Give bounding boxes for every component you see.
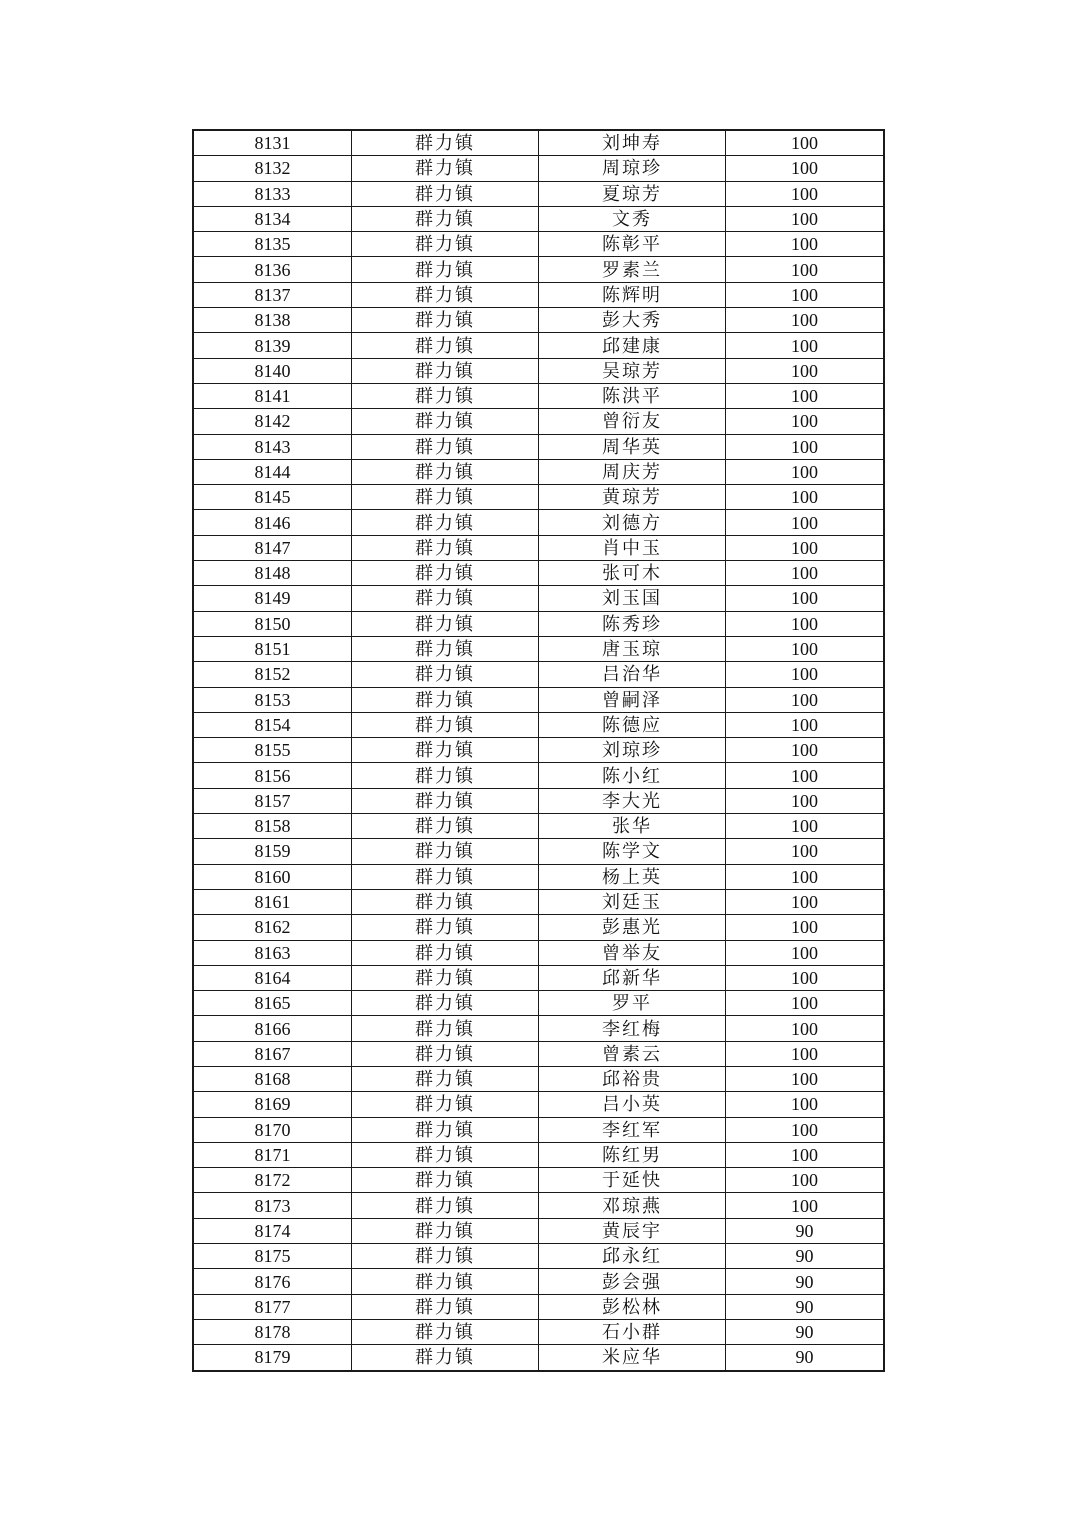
- cell-name: 夏琼芳: [539, 181, 726, 206]
- table-row: [193, 636, 884, 661]
- cell-town: 群力镇: [352, 383, 539, 408]
- cell-name: 彭惠光: [539, 915, 726, 940]
- cell-name: 石小群: [539, 1319, 726, 1344]
- cell-name: 李大光: [539, 788, 726, 813]
- cell-number: 8170: [193, 1117, 352, 1142]
- cell-town: 群力镇: [352, 409, 539, 434]
- cell-name: 陈辉明: [539, 282, 726, 307]
- cell-number: 8160: [193, 864, 352, 889]
- cell-name: 彭会强: [539, 1269, 726, 1294]
- cell-name: 陈红男: [539, 1142, 726, 1167]
- table-row: [193, 940, 884, 965]
- cell-town: 群力镇: [352, 1016, 539, 1041]
- cell-name: 周华英: [539, 434, 726, 459]
- cell-number: 8147: [193, 535, 352, 560]
- cell-name: 曾衍友: [539, 409, 726, 434]
- cell-town: 群力镇: [352, 915, 539, 940]
- cell-amount: 90: [726, 1319, 885, 1344]
- cell-number: 8162: [193, 915, 352, 940]
- cell-name: 曾嗣泽: [539, 687, 726, 712]
- cell-amount: 100: [726, 712, 885, 737]
- table-row: [193, 181, 884, 206]
- cell-amount: 90: [726, 1244, 885, 1269]
- table-row: [193, 991, 884, 1016]
- cell-amount: 100: [726, 1193, 885, 1218]
- cell-number: 8174: [193, 1218, 352, 1243]
- table-row: [193, 611, 884, 636]
- cell-number: 8144: [193, 459, 352, 484]
- cell-name: 曾素云: [539, 1041, 726, 1066]
- cell-number: 8143: [193, 434, 352, 459]
- table-row: [193, 1041, 884, 1066]
- cell-number: 8151: [193, 636, 352, 661]
- cell-number: 8150: [193, 611, 352, 636]
- cell-number: 8157: [193, 788, 352, 813]
- cell-name: 于延快: [539, 1168, 726, 1193]
- cell-number: 8158: [193, 814, 352, 839]
- cell-amount: 90: [726, 1294, 885, 1319]
- cell-amount: 100: [726, 662, 885, 687]
- table-row: [193, 130, 884, 156]
- cell-amount: 100: [726, 181, 885, 206]
- cell-number: 8133: [193, 181, 352, 206]
- cell-name: 李红梅: [539, 1016, 726, 1041]
- cell-number: 8165: [193, 991, 352, 1016]
- cell-name: 吕小英: [539, 1092, 726, 1117]
- table-row: [193, 459, 884, 484]
- cell-number: 8131: [193, 130, 352, 156]
- table-row: [193, 839, 884, 864]
- cell-name: 罗素兰: [539, 257, 726, 282]
- cell-amount: 100: [726, 1142, 885, 1167]
- cell-town: 群力镇: [352, 232, 539, 257]
- cell-town: 群力镇: [352, 333, 539, 358]
- cell-amount: 100: [726, 206, 885, 231]
- cell-number: 8171: [193, 1142, 352, 1167]
- cell-amount: 100: [726, 383, 885, 408]
- cell-name: 杨上英: [539, 864, 726, 889]
- cell-name: 邓琼燕: [539, 1193, 726, 1218]
- table-row: [193, 915, 884, 940]
- cell-name: 邱裕贵: [539, 1066, 726, 1091]
- cell-name: 邱建康: [539, 333, 726, 358]
- cell-town: 群力镇: [352, 1117, 539, 1142]
- cell-amount: 100: [726, 1117, 885, 1142]
- cell-amount: 90: [726, 1218, 885, 1243]
- cell-number: 8146: [193, 510, 352, 535]
- cell-number: 8142: [193, 409, 352, 434]
- cell-town: 群力镇: [352, 206, 539, 231]
- table-row: [193, 1142, 884, 1167]
- cell-amount: 100: [726, 586, 885, 611]
- cell-amount: 100: [726, 130, 885, 156]
- cell-number: 8169: [193, 1092, 352, 1117]
- cell-name: 吕治华: [539, 662, 726, 687]
- cell-amount: 100: [726, 282, 885, 307]
- cell-name: 张可木: [539, 561, 726, 586]
- table-row: [193, 965, 884, 990]
- cell-town: 群力镇: [352, 1092, 539, 1117]
- cell-town: 群力镇: [352, 864, 539, 889]
- cell-town: 群力镇: [352, 991, 539, 1016]
- cell-town: 群力镇: [352, 712, 539, 737]
- cell-name: 吴琼芳: [539, 358, 726, 383]
- table-row: [193, 409, 884, 434]
- cell-number: 8140: [193, 358, 352, 383]
- cell-town: 群力镇: [352, 738, 539, 763]
- cell-amount: 100: [726, 434, 885, 459]
- table-row: [193, 308, 884, 333]
- cell-town: 群力镇: [352, 1345, 539, 1371]
- cell-town: 群力镇: [352, 1218, 539, 1243]
- cell-amount: 100: [726, 409, 885, 434]
- cell-name: 刘廷玉: [539, 889, 726, 914]
- table-row: [193, 1244, 884, 1269]
- cell-town: 群力镇: [352, 965, 539, 990]
- cell-town: 群力镇: [352, 282, 539, 307]
- cell-town: 群力镇: [352, 636, 539, 661]
- cell-amount: 90: [726, 1269, 885, 1294]
- table-row: [193, 738, 884, 763]
- table-row: [193, 1168, 884, 1193]
- cell-amount: 100: [726, 535, 885, 560]
- table-row: [193, 1117, 884, 1142]
- table-row: [193, 1016, 884, 1041]
- cell-amount: 100: [726, 687, 885, 712]
- cell-number: 8139: [193, 333, 352, 358]
- table-row: [193, 232, 884, 257]
- cell-name: 陈秀珍: [539, 611, 726, 636]
- cell-amount: 100: [726, 738, 885, 763]
- cell-number: 8138: [193, 308, 352, 333]
- table-row: [193, 1218, 884, 1243]
- cell-town: 群力镇: [352, 358, 539, 383]
- cell-number: 8156: [193, 763, 352, 788]
- table-row: [193, 358, 884, 383]
- table-row: [193, 510, 884, 535]
- cell-name: 黄辰宇: [539, 1218, 726, 1243]
- cell-town: 群力镇: [352, 535, 539, 560]
- table-row: [193, 257, 884, 282]
- cell-amount: 100: [726, 257, 885, 282]
- cell-town: 群力镇: [352, 1168, 539, 1193]
- cell-amount: 100: [726, 839, 885, 864]
- table-body: [193, 130, 884, 1371]
- cell-number: 8163: [193, 940, 352, 965]
- table-row: [193, 788, 884, 813]
- table-row: [193, 1269, 884, 1294]
- table-row: [193, 763, 884, 788]
- cell-number: 8132: [193, 156, 352, 181]
- cell-town: 群力镇: [352, 1244, 539, 1269]
- cell-town: 群力镇: [352, 1269, 539, 1294]
- table-row: [193, 662, 884, 687]
- table-row: [193, 206, 884, 231]
- table-row: [193, 586, 884, 611]
- table-row: [193, 1319, 884, 1344]
- cell-number: 8154: [193, 712, 352, 737]
- cell-town: 群力镇: [352, 586, 539, 611]
- cell-town: 群力镇: [352, 839, 539, 864]
- cell-amount: 100: [726, 965, 885, 990]
- cell-amount: 100: [726, 611, 885, 636]
- cell-number: 8155: [193, 738, 352, 763]
- cell-amount: 100: [726, 763, 885, 788]
- table-row: [193, 712, 884, 737]
- cell-number: 8152: [193, 662, 352, 687]
- table-row: [193, 889, 884, 914]
- cell-town: 群力镇: [352, 611, 539, 636]
- cell-name: 肖中玉: [539, 535, 726, 560]
- cell-name: 彭大秀: [539, 308, 726, 333]
- cell-name: 刘坤寿: [539, 130, 726, 156]
- cell-number: 8168: [193, 1066, 352, 1091]
- cell-number: 8153: [193, 687, 352, 712]
- table-row: [193, 1092, 884, 1117]
- cell-amount: 100: [726, 1066, 885, 1091]
- cell-name: 邱永红: [539, 1244, 726, 1269]
- table-row: [193, 383, 884, 408]
- cell-number: 8161: [193, 889, 352, 914]
- cell-town: 群力镇: [352, 889, 539, 914]
- cell-name: 唐玉琼: [539, 636, 726, 661]
- cell-town: 群力镇: [352, 181, 539, 206]
- cell-name: 刘德方: [539, 510, 726, 535]
- cell-amount: 100: [726, 889, 885, 914]
- cell-name: 邱新华: [539, 965, 726, 990]
- cell-amount: 100: [726, 156, 885, 181]
- cell-name: 文秀: [539, 206, 726, 231]
- cell-amount: 100: [726, 333, 885, 358]
- cell-town: 群力镇: [352, 1142, 539, 1167]
- table-row: [193, 333, 884, 358]
- cell-town: 群力镇: [352, 1066, 539, 1091]
- cell-number: 8145: [193, 485, 352, 510]
- cell-name: 陈彰平: [539, 232, 726, 257]
- cell-number: 8159: [193, 839, 352, 864]
- cell-name: 米应华: [539, 1345, 726, 1371]
- cell-amount: 100: [726, 1168, 885, 1193]
- table-row: [193, 864, 884, 889]
- cell-town: 群力镇: [352, 308, 539, 333]
- cell-amount: 100: [726, 788, 885, 813]
- cell-amount: 100: [726, 358, 885, 383]
- cell-amount: 100: [726, 308, 885, 333]
- cell-town: 群力镇: [352, 1294, 539, 1319]
- cell-number: 8149: [193, 586, 352, 611]
- table-row: [193, 485, 884, 510]
- cell-town: 群力镇: [352, 510, 539, 535]
- cell-amount: 100: [726, 459, 885, 484]
- cell-number: 8175: [193, 1244, 352, 1269]
- cell-town: 群力镇: [352, 485, 539, 510]
- cell-number: 8179: [193, 1345, 352, 1371]
- cell-name: 李红军: [539, 1117, 726, 1142]
- cell-town: 群力镇: [352, 434, 539, 459]
- cell-name: 周琼珍: [539, 156, 726, 181]
- table-row: [193, 434, 884, 459]
- cell-amount: 100: [726, 1092, 885, 1117]
- cell-number: 8172: [193, 1168, 352, 1193]
- table-row: [193, 687, 884, 712]
- cell-town: 群力镇: [352, 763, 539, 788]
- cell-name: 刘琼珍: [539, 738, 726, 763]
- cell-town: 群力镇: [352, 1041, 539, 1066]
- cell-amount: 100: [726, 232, 885, 257]
- cell-amount: 100: [726, 864, 885, 889]
- cell-number: 8137: [193, 282, 352, 307]
- cell-town: 群力镇: [352, 257, 539, 282]
- table-row: [193, 535, 884, 560]
- cell-number: 8167: [193, 1041, 352, 1066]
- cell-name: 黄琼芳: [539, 485, 726, 510]
- cell-town: 群力镇: [352, 561, 539, 586]
- cell-name: 周庆芳: [539, 459, 726, 484]
- cell-number: 8173: [193, 1193, 352, 1218]
- cell-town: 群力镇: [352, 130, 539, 156]
- data-table: [192, 129, 885, 1372]
- cell-number: 8177: [193, 1294, 352, 1319]
- cell-amount: 100: [726, 991, 885, 1016]
- cell-name: 彭松林: [539, 1294, 726, 1319]
- cell-town: 群力镇: [352, 662, 539, 687]
- cell-name: 陈小红: [539, 763, 726, 788]
- table-row: [193, 1193, 884, 1218]
- cell-number: 8135: [193, 232, 352, 257]
- cell-number: 8141: [193, 383, 352, 408]
- cell-amount: 100: [726, 485, 885, 510]
- cell-number: 8148: [193, 561, 352, 586]
- cell-town: 群力镇: [352, 788, 539, 813]
- table-row: [193, 1345, 884, 1371]
- cell-town: 群力镇: [352, 940, 539, 965]
- cell-name: 陈学文: [539, 839, 726, 864]
- cell-name: 陈德应: [539, 712, 726, 737]
- table-row: [193, 1294, 884, 1319]
- cell-name: 刘玉国: [539, 586, 726, 611]
- table-row: [193, 282, 884, 307]
- cell-amount: 100: [726, 1016, 885, 1041]
- cell-town: 群力镇: [352, 687, 539, 712]
- table-row: [193, 561, 884, 586]
- cell-number: 8134: [193, 206, 352, 231]
- cell-number: 8166: [193, 1016, 352, 1041]
- cell-amount: 100: [726, 940, 885, 965]
- cell-number: 8136: [193, 257, 352, 282]
- cell-amount: 100: [726, 636, 885, 661]
- cell-amount: 100: [726, 915, 885, 940]
- cell-name: 罗平: [539, 991, 726, 1016]
- cell-amount: 100: [726, 814, 885, 839]
- cell-amount: 100: [726, 561, 885, 586]
- table-row: [193, 814, 884, 839]
- cell-town: 群力镇: [352, 1319, 539, 1344]
- cell-name: 曾举友: [539, 940, 726, 965]
- cell-number: 8176: [193, 1269, 352, 1294]
- cell-number: 8164: [193, 965, 352, 990]
- cell-town: 群力镇: [352, 1193, 539, 1218]
- table-row: [193, 156, 884, 181]
- cell-name: 陈洪平: [539, 383, 726, 408]
- cell-name: 张华: [539, 814, 726, 839]
- cell-number: 8178: [193, 1319, 352, 1344]
- cell-town: 群力镇: [352, 814, 539, 839]
- cell-amount: 90: [726, 1345, 885, 1371]
- cell-amount: 100: [726, 510, 885, 535]
- table-row: [193, 1066, 884, 1091]
- cell-amount: 100: [726, 1041, 885, 1066]
- cell-town: 群力镇: [352, 459, 539, 484]
- cell-town: 群力镇: [352, 156, 539, 181]
